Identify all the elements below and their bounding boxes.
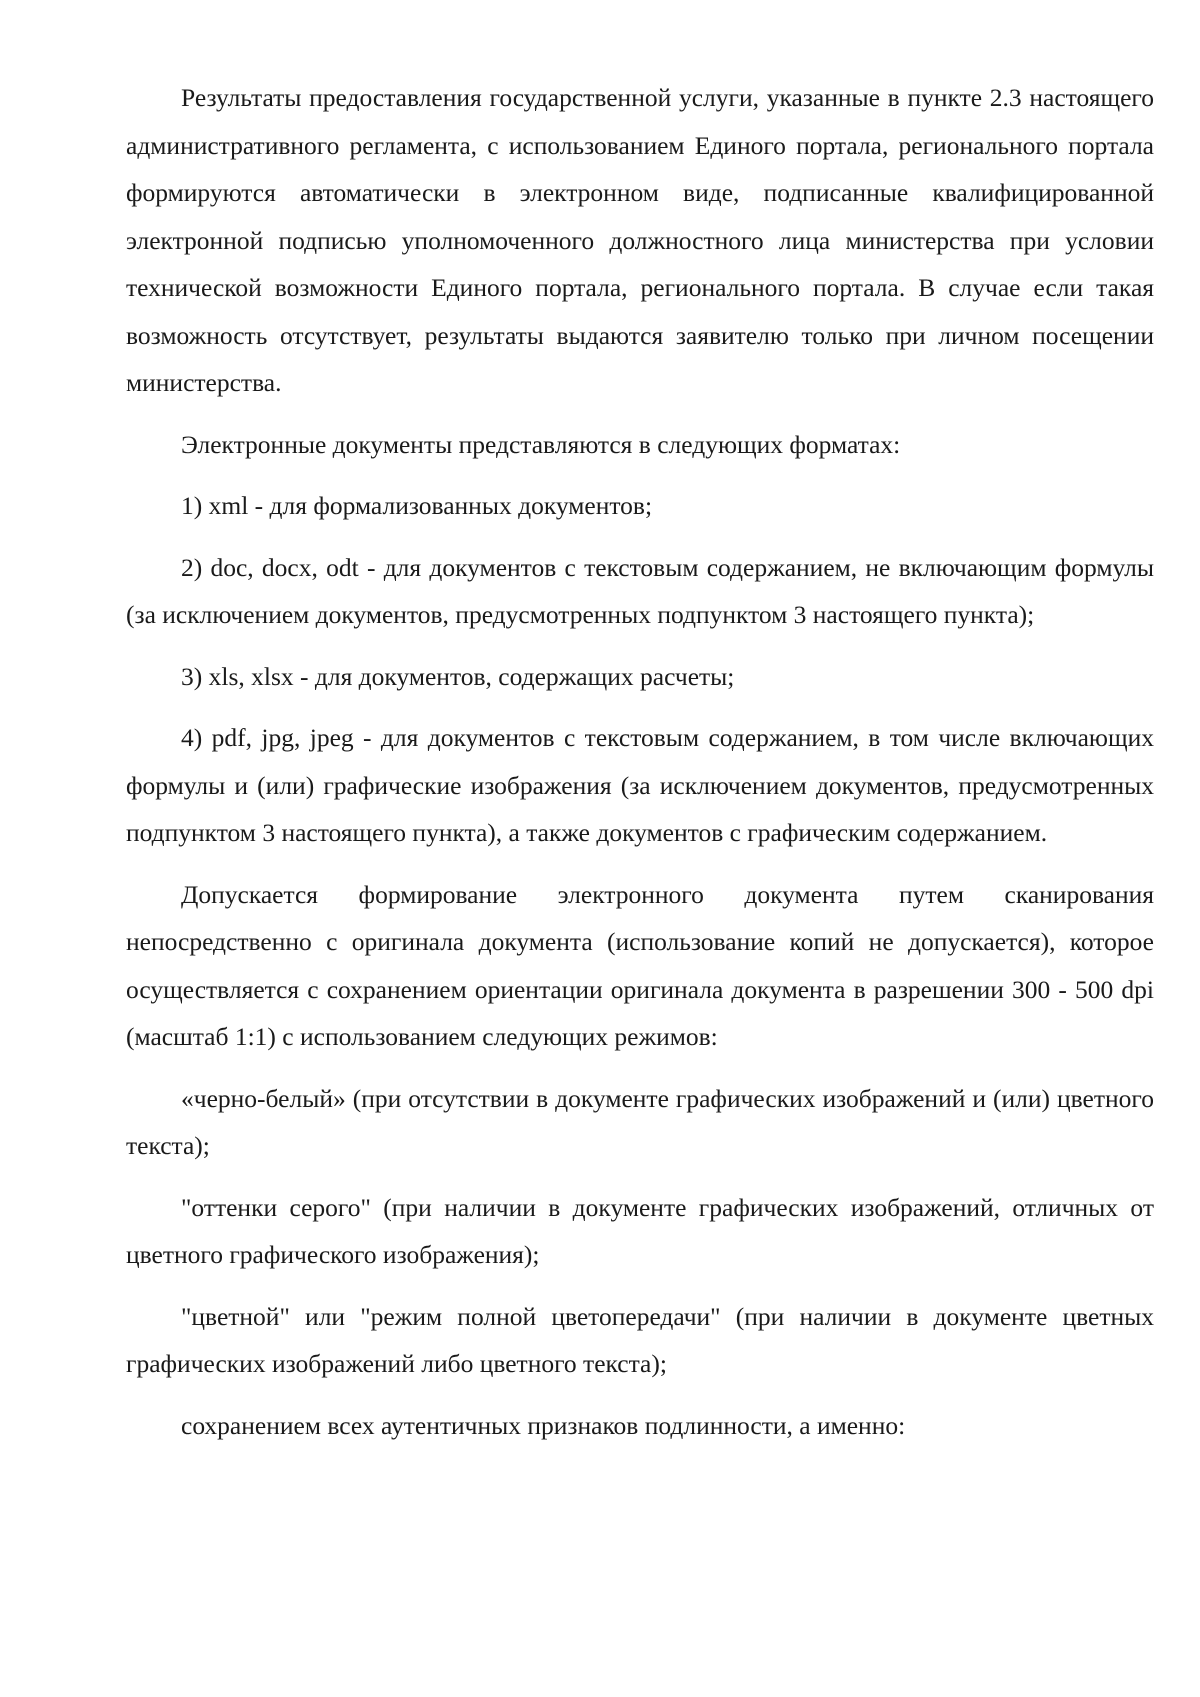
paragraph-authenticity: сохранением всех аутентичных признаков подлинности, а именно: [181,1410,906,1440]
list-item-xml: 1) xml - для формализованных документов; [181,491,653,520]
list-item-xls: 3) xls, xlsx - для документов, содержащих расчеты; [181,661,735,691]
document-body [126,74,1154,1449]
mode-black-white: «черно-белый» (при отсутствии в документе графических изображений и (или) цветного текста); [126,1083,1154,1160]
paragraph-formats-intro: Электронные документы представляются в следующих форматах: [181,429,901,459]
list-item-doc: 2) doc, docx, odt - для документов с текстовым содержанием, не включающим формулы (за исключением документов, предусмотренных подпунктом 3 настоящего пункта); [126,552,1154,629]
mode-color: "цветной" или "режим полной цветопередачи" (при наличии в документе цветных графических изображений либо цветного текста); [126,1301,1154,1378]
paragraph-service-results: Результаты предоставления государственной услуги, указанные в пункте 2.3 настоящего административного регламента, с использованием Единого портала, регионального портала формируются автоматически в электронном виде, подписанные квалифицированной электронной подписью уполномоченного должностного лица министерства при условии технической возможности Единого портала, регионального портала. В случае если такая возможность отсутствует, результаты выдаются заявителю только при личном посещении министерства. [126,83,1154,397]
mode-grayscale: "оттенки серого" (при наличии в документе графических изображений, отличных от цветного графического изображения); [126,1192,1154,1269]
list-item-pdf: 4) pdf, jpg, jpeg - для документов с текстовым содержанием, в том числе включающих формулы и (или) графические изображения (за исключением документов, предусмотренных подпунктом 3 настоящего пункта), а также документов с графическим содержанием. [126,723,1154,847]
paragraph-scanning: Допускается формирование электронного документа путем сканирования непосредственно с оригинала документа (использование копий не допускается), которое осуществляется с сохранением ориентации оригинала документа в разрешении 300 - 500 dpi (масштаб 1:1) с использованием следующих режимов: [126,879,1154,1051]
